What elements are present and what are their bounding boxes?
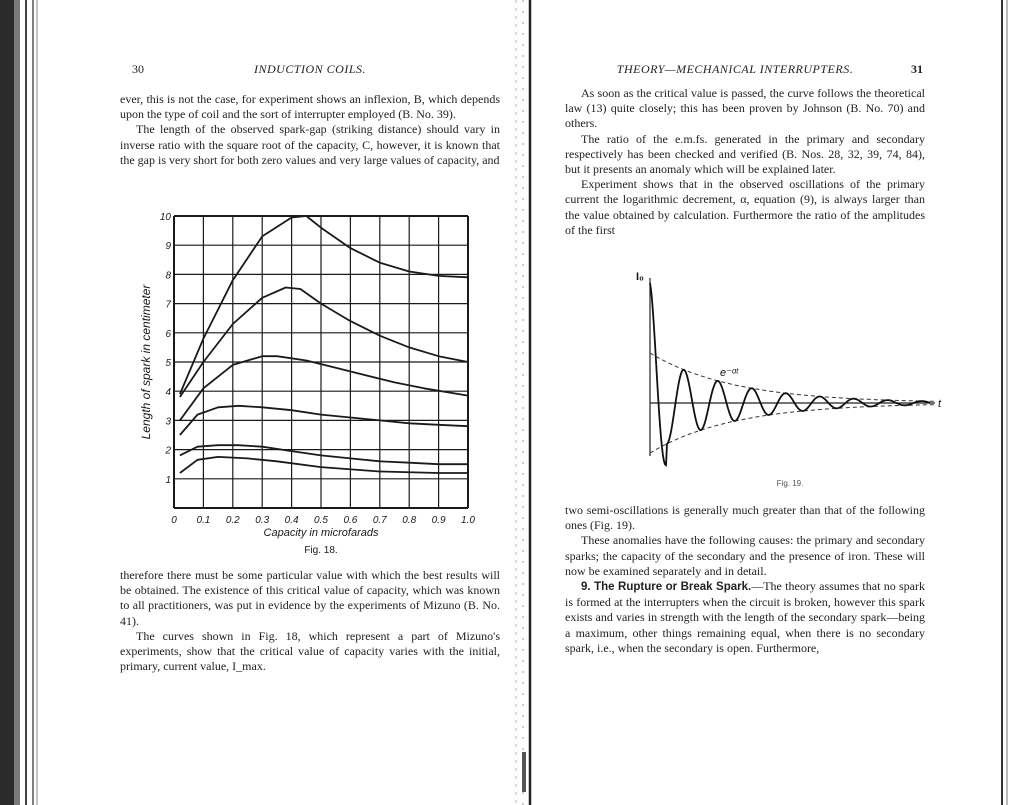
x-tick-label: 0 bbox=[171, 515, 177, 526]
right-text-top bbox=[565, 86, 925, 238]
y-tick-label: 2 bbox=[165, 445, 171, 457]
paragraph: therefore there must be some particular value with which the best results will be obtained. The existence of this critical value of capacity, which was known to all practitioners, was put in evidence by the experiments of Mizuno (B. No. 41). bbox=[120, 568, 500, 628]
y-tick-label: 1 bbox=[165, 474, 171, 486]
paragraph-body: —The theory assumes that no spark is formed at the interrupters when the circuit is broken, however this spark exists and varies in strength with the length of the secondary spark—being a maximum, other things remaining equal, when there is no secondary spark, i.e., when the secondary is open. Furthermore, bbox=[565, 579, 926, 655]
book-gutter bbox=[508, 0, 538, 805]
damped-oscillation bbox=[650, 283, 930, 465]
figure-caption: Fig. 19. bbox=[776, 479, 804, 488]
x-axis-label: Capacity in microfarads bbox=[263, 527, 379, 539]
y-tick-label: 6 bbox=[165, 328, 171, 340]
paragraph: The length of the observed spark-gap (striking distance) should vary in inverse ratio with the square root of the capacity, C, however, it is known that the gap is very short for both zero values and very large values of capacity, and bbox=[120, 122, 500, 167]
section-heading: 9. The Rupture or Break Spark. bbox=[581, 581, 752, 594]
x-tick-label: 0.2 bbox=[225, 515, 240, 526]
figure-18-chart bbox=[120, 206, 500, 561]
x-tick-label: 0.8 bbox=[402, 515, 417, 526]
figure-caption: Fig. 18. bbox=[304, 545, 338, 556]
y-tick-label: 3 bbox=[165, 416, 171, 428]
running-head-title: INDUCTION COILS. bbox=[253, 62, 366, 76]
x-tick-label: 0.5 bbox=[314, 515, 328, 526]
right-page-edge bbox=[990, 0, 1024, 805]
left-text-top bbox=[120, 92, 500, 168]
y-tick-label: 9 bbox=[165, 241, 171, 253]
y-tick-label: 4 bbox=[165, 387, 171, 399]
paragraph: The ratio of the e.m.fs. generated in the primary and secondary respectively has been checked and verified (B. Nos. 28, 32, 39, 74, 84), but it presents an anomaly which will be explained later. bbox=[565, 131, 925, 177]
series-curve-5 bbox=[180, 445, 468, 464]
x-tick-label: 0.6 bbox=[343, 515, 358, 526]
paragraph: The curves shown in Fig. 18, which represent a part of Mizuno's experiments, show that the critical value of capacity varies with the initial, primary, current value, I_max. bbox=[120, 628, 500, 674]
x-tick-label: 0.1 bbox=[196, 515, 211, 526]
right-text-bottom bbox=[565, 503, 925, 656]
left-page-edge bbox=[0, 0, 40, 805]
y-axis-label: Length of spark in centimeter bbox=[139, 284, 153, 440]
running-head-title: THEORY—MECHANICAL INTERRUPTERS. bbox=[616, 62, 854, 76]
x-tick-label: 0.4 bbox=[284, 515, 299, 526]
t-label: t bbox=[938, 398, 942, 410]
envelope-upper bbox=[650, 353, 934, 401]
series-curve-3 bbox=[180, 356, 468, 420]
paragraph: ever, this is not the case, for experiment shows an inflexion, B, which depends upon the type of coil and the sort of interrupter employed (B. No. 39). bbox=[120, 92, 500, 122]
envelope-lower bbox=[650, 405, 934, 453]
envelope-label: e⁻ᵅᵗ bbox=[720, 367, 738, 379]
page-number: 30 bbox=[132, 62, 144, 76]
paragraph: Experiment shows that in the observed oscillations of the primary current the logarithmic decrement, α, equation (9), is always larger than the value obtained by calculation. Furthermore the ratio of the amplitudes of the first bbox=[565, 177, 925, 237]
paragraph: two semi-oscillations is generally much greater than that of the following ones (Fig. 19). bbox=[565, 503, 925, 533]
left-page bbox=[120, 0, 500, 805]
y-tick-label: 10 bbox=[159, 212, 171, 223]
right-running-head bbox=[565, 62, 925, 80]
page-number: 31 bbox=[911, 62, 923, 76]
left-running-head bbox=[120, 62, 500, 80]
x-tick-label: 1.0 bbox=[461, 515, 475, 526]
paragraph: As soon as the critical value is passed, the curve follows the theoretical law (13) quite closely; this has been proven by Johnson (B. No. 70) and others. bbox=[565, 86, 925, 131]
y-tick-label: 5 bbox=[165, 358, 171, 369]
figure-19-diagram bbox=[565, 266, 942, 496]
x-tick-label: 0.3 bbox=[255, 515, 270, 526]
i0-label: I₀ bbox=[636, 271, 645, 283]
paragraph bbox=[565, 579, 925, 656]
paragraph: These anomalies have the following causes: the primary and secondary sparks; the capacity of the secondary and the presence of iron. These will now be examined separately and in detail. bbox=[565, 533, 925, 578]
left-text-bottom bbox=[120, 568, 500, 674]
series-curve-6 bbox=[180, 457, 468, 473]
x-tick-label: 0.9 bbox=[431, 515, 446, 526]
right-page bbox=[565, 0, 942, 805]
y-tick-label: 7 bbox=[165, 299, 171, 311]
y-tick-label: 8 bbox=[165, 270, 171, 282]
x-tick-label: 0.7 bbox=[372, 515, 387, 526]
